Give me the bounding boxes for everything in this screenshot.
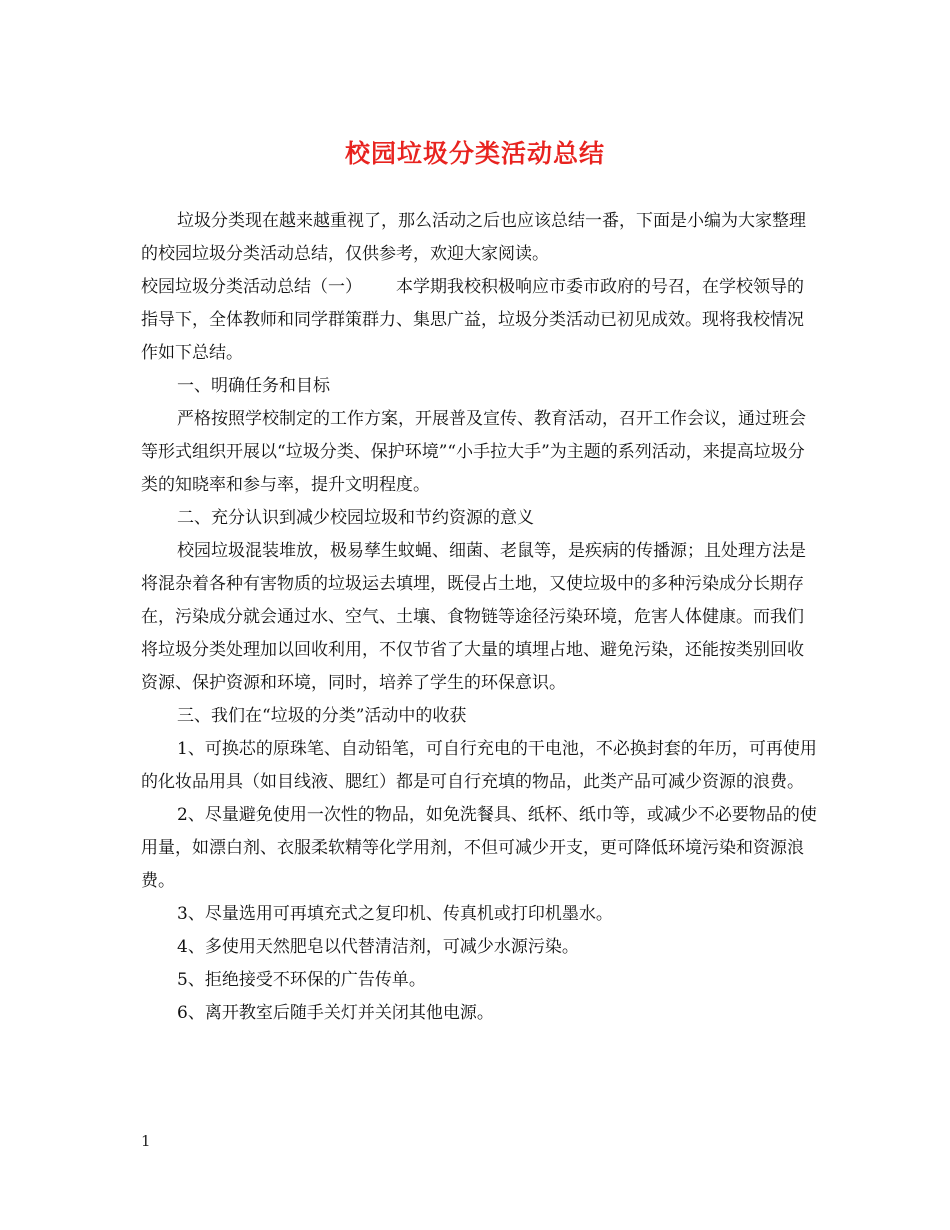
- list-item-2: 2、尽量避免使用一次性的物品，如免洗餐具、纸杯、纸巾等，或减少不必要物品的使用量，如漂白剂、衣服柔软精等化学用剂，不但可减少开支，更可降低环境污染和资源浪费。: [141, 805, 817, 891]
- list-item-5: 5、拒绝接受不环保的广告传单。: [177, 970, 426, 990]
- heading-3: 三、我们在“垃圾的分类”活动中的收获: [177, 706, 467, 726]
- list-item-6: 6、离开教室后随手关灯并关闭其他电源。: [177, 1003, 494, 1023]
- intro-paragraph: 垃圾分类现在越来越重视了，那么活动之后也应该总结一番，下面是小编为大家整理的校园垃圾分类活动总结，仅供参考，欢迎大家阅读。: [141, 211, 806, 264]
- page-number: 1: [141, 1132, 151, 1150]
- document-title: 校园垃圾分类活动总结: [344, 139, 605, 168]
- section-label: 校园垃圾分类活动总结（一）: [141, 277, 362, 297]
- list-item-3: 3、尽量选用可再填充式之复印机、传真机或打印机墨水。: [177, 904, 613, 924]
- document-body: [141, 205, 817, 1030]
- section-paragraph: [141, 271, 817, 370]
- section-intro: 本学期我校积极响应市委市政府的号召，在学校领导的指导下，全体教师和同学群策群力、集思广益，垃圾分类活动已初见成效。现将我校情况作如下总结。: [141, 277, 804, 363]
- list-item-4: 4、多使用天然肥皂以代替清洁剂，可减少水源污染。: [177, 937, 579, 957]
- list-item-1: 1、可换芯的原珠笔、自动铅笔，可自行充电的干电池，不必换封套的年历，可再使用的化妆品用具（如目线液、腮红）都是可自行充填的物品，此类产品可减少资源的浪费。: [141, 739, 817, 792]
- heading-2: 二、充分认识到减少校园垃圾和节约资源的意义: [177, 508, 534, 528]
- heading-1: 一、明确任务和目标: [177, 376, 330, 396]
- paragraph-2: 校园垃圾混装堆放，极易孳生蚊蝇、细菌、老鼠等，是疾病的传播源；且处理方法是将混杂着各种有害物质的垃圾运去填埋，既侵占土地，又使垃圾中的多种污染成分长期存在，污染成分就会通过水、空气、土壤、食物链等途径污染环境，危害人体健康。而我们将垃圾分类处理加以回收利用，不仅节省了大量的填埋占地、避免污染，还能按类别回收资源、保护资源和环境，同时，培养了学生的环保意识。: [141, 541, 806, 693]
- paragraph-1: 严格按照学校制定的工作方案，开展普及宣传、教育活动，召开工作会议，通过班会等形式组织开展以“垃圾分类、保护环境”“小手拉大手”为主题的系列活动，来提高垃圾分类的知晓率和参与率，提升文明程度。: [141, 409, 806, 495]
